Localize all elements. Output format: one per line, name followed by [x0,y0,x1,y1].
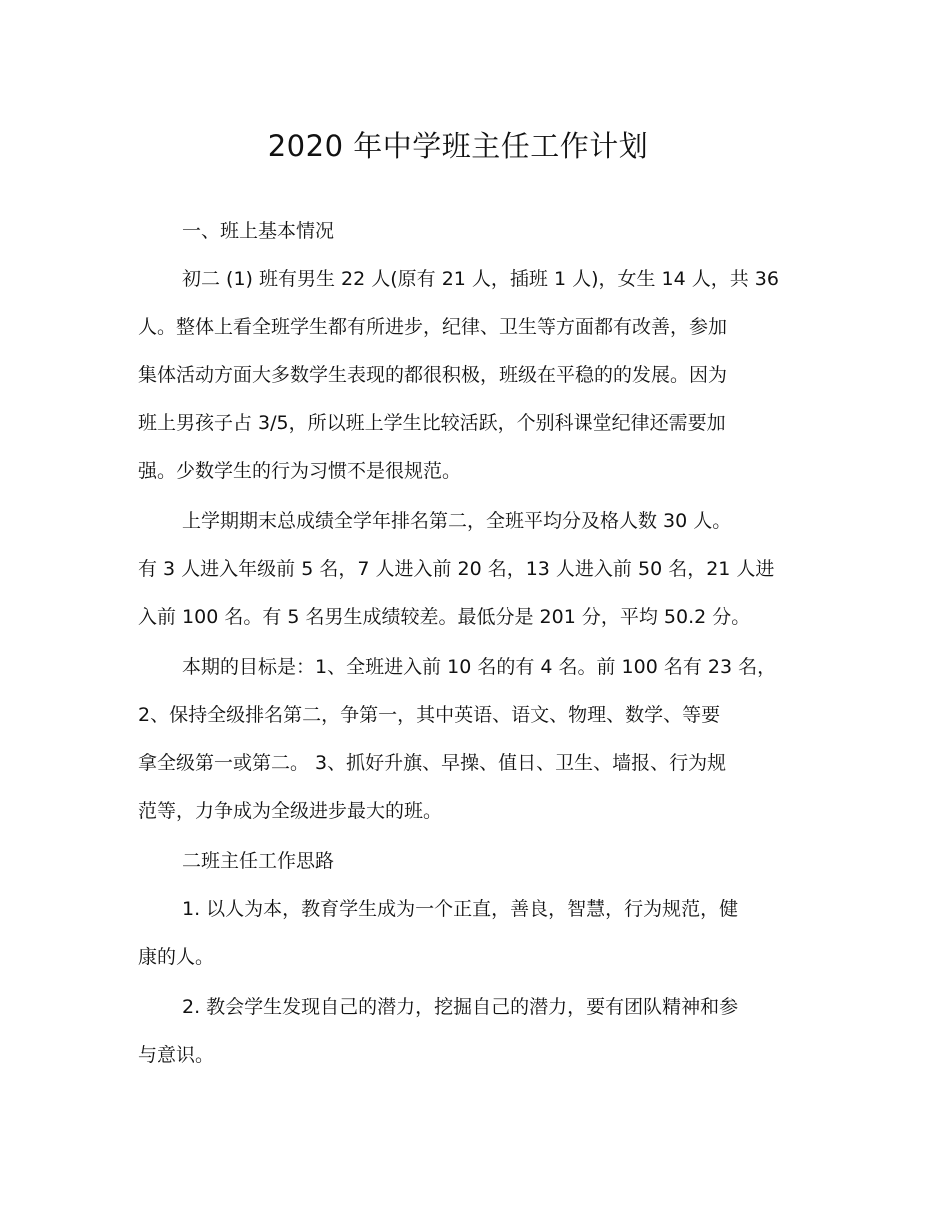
paragraph-line: 集体活动方面大多数学生表现的都很积极，班级在平稳的的发展。因为 [138,364,728,386]
paragraph-line: 人。整体上看全班学生都有所进步，纪律、卫生等方面都有改善，参加 [138,316,728,338]
paragraph-line: 有 3 人进入年级前 5 名，7 人进入前 20 名，13 人进入前 50 名，21 人进 [138,558,775,580]
paragraph-line: 2. 教会学生发现自己的潜力，挖掘自己的潜力，要有团队精神和参 [182,996,739,1018]
paragraph-line: 上学期期末总成绩全学年排名第二，全班平均分及格人数 30 人。 [182,510,732,532]
paragraph-line: 范等，力争成为全级进步最大的班。 [138,800,443,822]
document-title: 2020 年中学班主任工作计划 [267,129,649,163]
paragraph-line: 与意识。 [138,1044,215,1066]
paragraph-line: 初二 (1) 班有男生 22 人(原有 21 人，插班 1 人)，女生 14 人，共 36 [182,268,779,290]
paragraph-line: 强。少数学生的行为习惯不是很规范。 [138,460,462,482]
paragraph-line: 1. 以人为本，教育学生成为一个正直，善良，智慧，行为规范，健 [182,898,739,920]
paragraph-line: 本期的目标是：1、全班进入前 10 名的有 4 名。前 100 名有 23 名， [182,656,777,678]
paragraph-line: 拿全级第一或第二。 3、抓好升旗、早操、值日、卫生、墙报、行为规 [138,752,727,774]
section-heading-2: 二班主任工作思路 [182,850,335,872]
section-heading-1: 一、班上基本情况 [182,220,335,242]
paragraph-line: 班上男孩子占 3/5，所以班上学生比较活跃，个别科课堂纪律还需要加 [138,412,726,434]
paragraph-line: 康的人。 [138,946,215,968]
paragraph-line: 入前 100 名。有 5 名男生成绩较差。最低分是 201 分，平均 50.2 分。 [138,606,751,628]
paragraph-line: 2、保持全级排名第二，争第一，其中英语、语文、物理、数学、等要 [138,704,721,726]
